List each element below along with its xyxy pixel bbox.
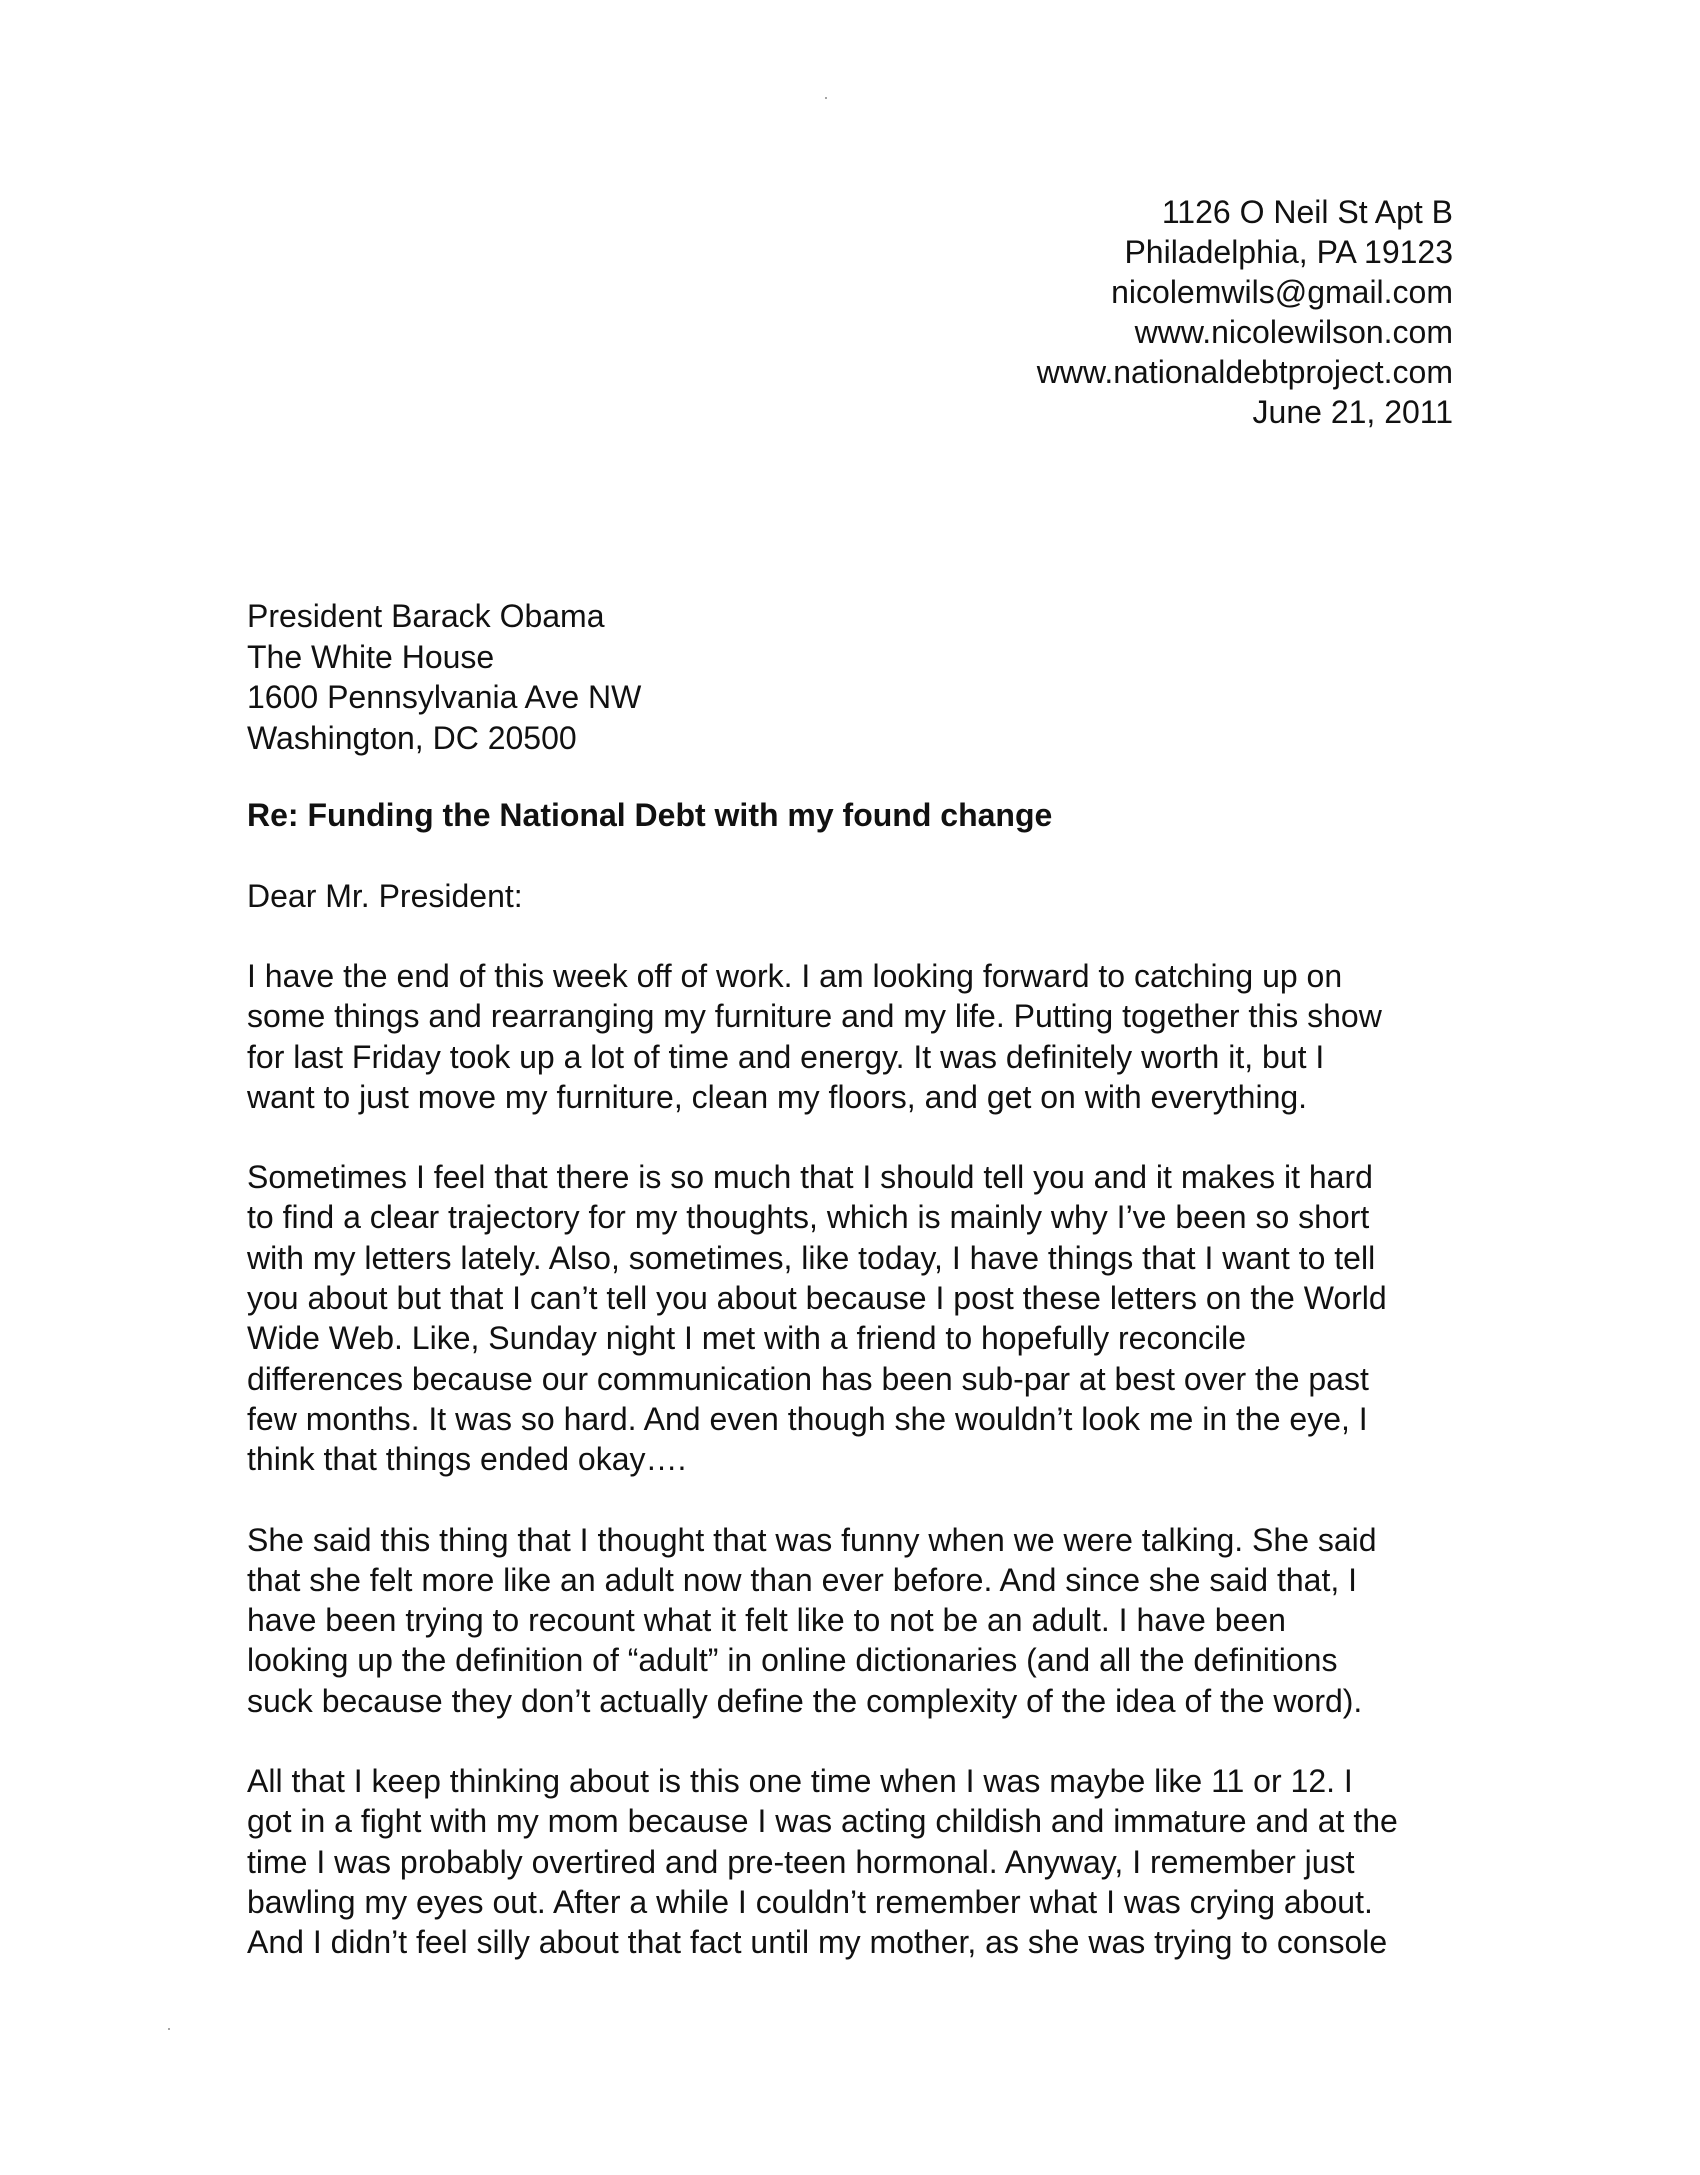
recipient-name: President Barack Obama <box>247 598 605 634</box>
scan-speck <box>168 2028 170 2030</box>
body-line: Sometimes I feel that there is so much that I should tell you and it makes it hard <box>247 1159 1373 1196</box>
subject-line: Re: Funding the National Debt with my found change <box>247 797 1053 833</box>
paragraph-2 <box>247 1157 1467 1479</box>
body-line: looking up the definition of “adult” in online dictionaries (and all the definitions <box>247 1642 1338 1679</box>
body-line: time I was probably overtired and pre-teen hormonal. Anyway, I remember just <box>247 1843 1355 1880</box>
body-line: bawling my eyes out. After a while I couldn’t remember what I was crying about. <box>247 1883 1373 1920</box>
paragraph-3 <box>247 1520 1467 1721</box>
body-line: think that things ended okay…. <box>247 1441 687 1478</box>
paragraph-4 <box>247 1761 1467 1962</box>
body-line: you about but that I can’t tell you about because I post these letters on the World <box>247 1280 1387 1317</box>
body-line: with my letters lately. Also, sometimes, like today, I have things that I want to tell <box>247 1239 1376 1276</box>
sender-address-block <box>1037 192 1453 432</box>
recipient-city-state-zip: Washington, DC 20500 <box>247 719 577 756</box>
sender-city-state-zip: Philadelphia, PA 19123 <box>1124 234 1453 270</box>
body-line: All that I keep thinking about is this one time when I was maybe like 11 or 12. I <box>247 1763 1353 1800</box>
body-line: Wide Web. Like, Sunday night I met with a friend to hopefully reconcile <box>247 1320 1247 1357</box>
letter-body <box>247 956 1467 2003</box>
sender-street: 1126 O Neil St Apt B <box>1161 194 1453 230</box>
body-line: I have the end of this week off of work. I am looking forward to catching up on <box>247 958 1343 994</box>
body-line: have been trying to recount what it felt like to not be an adult. I have been <box>247 1602 1286 1639</box>
letter-date: June 21, 2011 <box>1252 394 1453 430</box>
body-line: to find a clear trajectory for my thoughts, which is mainly why I’ve been so short <box>247 1199 1370 1236</box>
body-line: for last Friday took up a lot of time and energy. It was definitely worth it, but I <box>247 1038 1325 1075</box>
body-line: And I didn’t feel silly about that fact until my mother, as she was trying to console <box>247 1924 1388 1961</box>
body-line: want to just move my furniture, clean my floors, and get on with everything. <box>247 1078 1308 1115</box>
sender-website-project: www.nationaldebtproject.com <box>1036 354 1453 390</box>
body-line: differences because our communication has been sub-par at best over the past <box>247 1360 1369 1397</box>
salutation: Dear Mr. President: <box>247 878 523 914</box>
scan-speck <box>825 97 827 99</box>
recipient-address-block <box>247 596 641 758</box>
recipient-organization: The White House <box>247 638 495 675</box>
paragraph-1 <box>247 956 1467 1117</box>
sender-website-personal: www.nicolewilson.com <box>1134 314 1453 350</box>
body-line: got in a fight with my mom because I was acting childish and immature and at the <box>247 1803 1398 1840</box>
body-line: She said this thing that I thought that was funny when we were talking. She said <box>247 1521 1377 1558</box>
body-line: suck because they don’t actually define the complexity of the idea of the word). <box>247 1682 1363 1719</box>
body-line: few months. It was so hard. And even though she wouldn’t look me in the eye, I <box>247 1400 1368 1437</box>
body-line: some things and rearranging my furniture and my life. Putting together this show <box>247 998 1382 1035</box>
sender-email: nicolemwils@gmail.com <box>1111 274 1453 310</box>
body-line: that she felt more like an adult now than ever before. And since she said that, I <box>247 1561 1357 1598</box>
recipient-street: 1600 Pennsylvania Ave NW <box>247 679 642 715</box>
